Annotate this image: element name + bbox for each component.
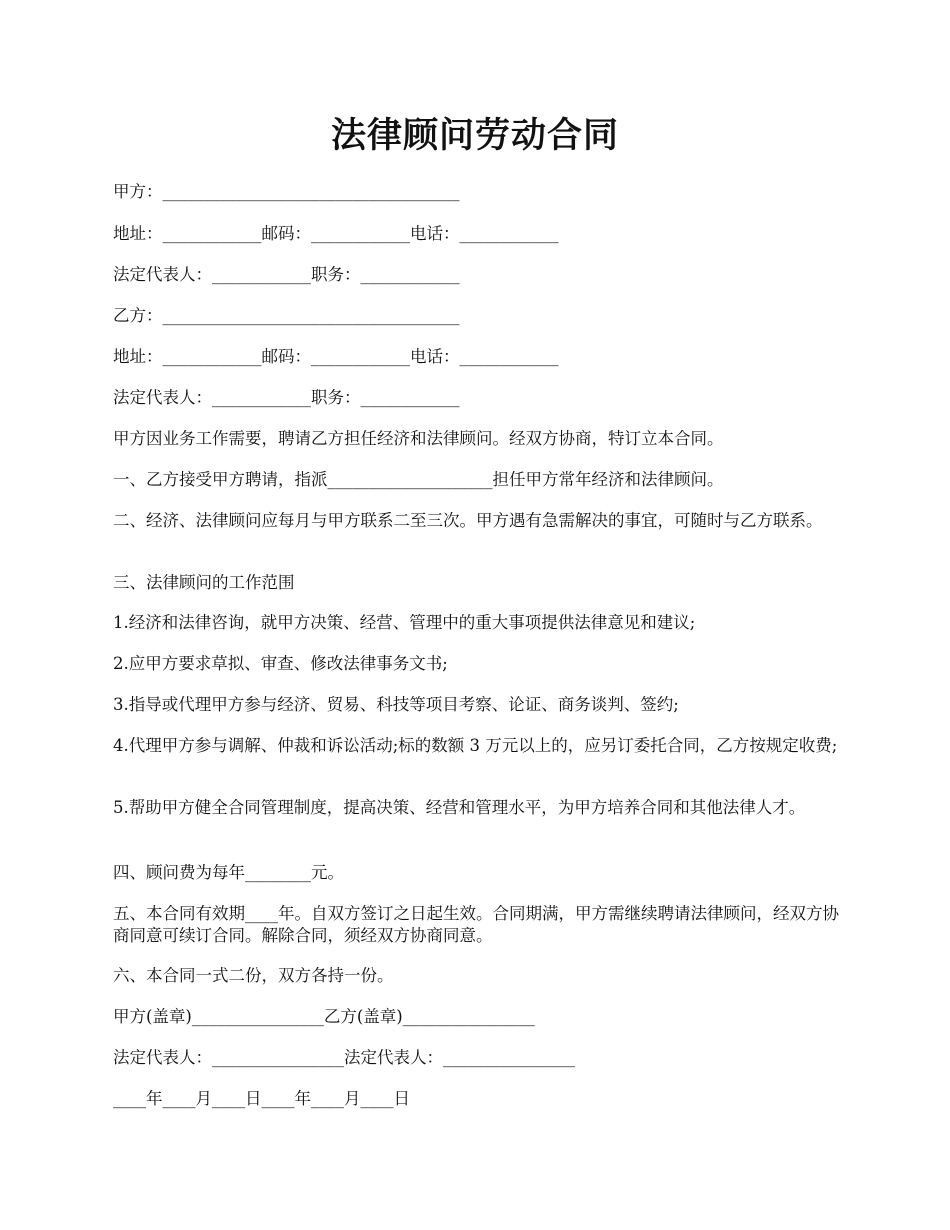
party-a-representative-line: 法定代表人：____________职务：____________	[113, 265, 460, 284]
clause-3-heading: 三、法律顾问的工作范围	[113, 573, 295, 592]
clause-1: 一、乙方接受甲方聘请，指派____________________担任甲方常年经济和法律顾问。	[113, 470, 724, 489]
party-b-representative-line: 法定代表人：____________职务：____________	[113, 388, 460, 407]
clause-3-item-2: 2.应甲方要求草拟、审查、修改法律事务文书;	[113, 654, 448, 673]
party-b-contact-line: 地址：____________邮码：____________电话：____________	[113, 347, 559, 366]
party-b-name-line: 乙方：____________________________________	[113, 306, 460, 325]
signature-representative-line: 法定代表人：________________法定代表人：________________	[113, 1048, 575, 1067]
clause-4: 四、顾问费为每年________元。	[113, 863, 344, 882]
clause-3-item-5: 5.帮助甲方健全合同管理制度，提高决策、经营和管理水平，为甲方培养合同和其他法律人才。	[113, 798, 806, 817]
clause-5: 五、本合同有效期____年。自双方签订之日起生效。合同期满，甲方需继续聘请法律顾问，经双方协商同意可续订合同。解除合同，须经双方协商同意。	[113, 904, 839, 945]
clause-3-item-3: 3.指导或代理甲方参与经济、贸易、科技等项目考察、论证、商务谈判、签约;	[113, 695, 679, 714]
clause-6: 六、本合同一式二份，双方各持一份。	[113, 966, 394, 985]
clause-3-item-1: 1.经济和法律咨询，就甲方决策、经营、管理中的重大事项提供法律意见和建议;	[113, 613, 696, 632]
party-a-contact-line: 地址：____________邮码：____________电话：____________	[113, 224, 559, 243]
clause-3-item-4: 4.代理甲方参与调解、仲裁和诉讼活动;标的数额 3 万元以上的，应另订委托合同，乙方按规定收费;	[113, 736, 838, 755]
document-title: 法律顾问劳动合同	[330, 115, 619, 156]
party-a-name-line: 甲方：____________________________________	[113, 182, 460, 201]
signature-date-line: ____年____月____日____年____月____日	[113, 1089, 410, 1108]
clause-2: 二、经济、法律顾问应每月与甲方联系二至三次。甲方遇有急需解决的事宜，可随时与乙方联系。	[113, 511, 823, 530]
intro-paragraph: 甲方因业务工作需要，聘请乙方担任经济和法律顾问。经双方协商，特订立本合同。	[113, 429, 724, 448]
signature-seal-line: 甲方(盖章)________________乙方(盖章)________________	[113, 1007, 535, 1026]
